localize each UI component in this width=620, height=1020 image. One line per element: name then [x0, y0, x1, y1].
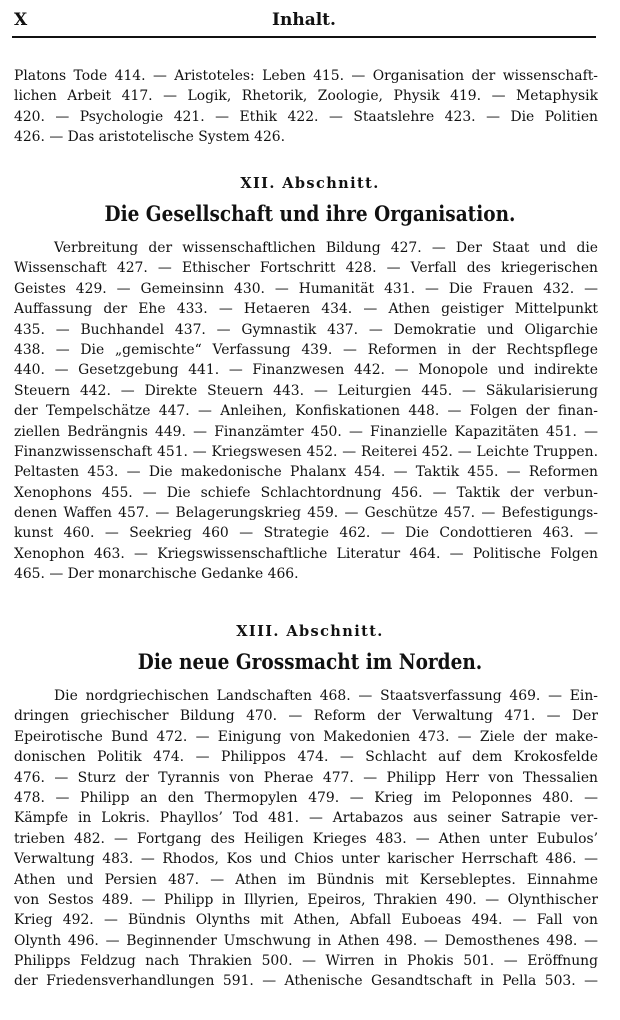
text-line: Platons Tode 414. — Aristoteles: Leben 415. — Organisation der wissenschaft- [14, 68, 598, 84]
text-line: Philipps Feldzug nach Thrakien 500. — Wirren in Phokis 501. — Eröffnung [14, 953, 598, 970]
section-13-title: Die neue Grossmacht im Norden. [137, 649, 483, 674]
text-line: kunst 460. — Seekrieg 460 — Strategie 462. — Die Condottieren 463. — [14, 525, 598, 542]
text-line: Athen und Persien 487. — Athen im Bündnis mit Kersebleptes. Einnahme [14, 871, 598, 888]
section-12-title: Die Gesellschaft und ihre Organisation. [104, 201, 516, 226]
text-line: Xenophons 455. — Die schiefe Schlachtordnung 456. — Taktik der verbun- [14, 484, 598, 501]
text-line: denen Waffen 457. — Belagerungskrieg 459. — Geschütze 457. — Befestigungs- [14, 505, 598, 522]
text-line: Epeirotische Bund 472. — Einigung von Makedonien 473. — Ziele der make- [14, 728, 598, 745]
text-line: donischen Politik 474. — Philippos 474. — Schlacht auf dem Krokosfelde [14, 749, 598, 766]
text-line: Finanzwissenschaft 451. — Kriegswesen 452. — Reiterei 452. — Leichte Truppen. [14, 443, 598, 460]
text-line: lichen Arbeit 417. — Logik, Rhetorik, Zoologie, Physik 419. — Metaphysik [14, 88, 598, 105]
text-line: 440. — Gesetzgebung 441. — Finanzwesen 442. — Monopole und indirekte [14, 362, 598, 379]
text-line: Verwaltung 483. — Rhodos, Kos und Chios unter karischer Herrschaft 486. — [14, 851, 598, 868]
text-line: Wissenschaft 427. — Ethischer Fortschritt 428. — Verfall des kriegerischen [14, 260, 598, 277]
text-line: 435. — Buchhandel 437. — Gymnastik 437. — Demokratie und Oligarchie [14, 321, 598, 338]
text-line: Verbreitung der wissenschaftlichen Bildung 427. — Der Staat und die [54, 240, 598, 256]
text-line: der Friedensverhandlungen 591. — Athenische Gesandtschaft in Pella 503. — [14, 973, 598, 990]
intro-paragraph [14, 66, 598, 148]
text-line: Peltasten 453. — Die makedonische Phalanx 454. — Taktik 455. — Reformen [14, 464, 598, 481]
section-13-body [14, 686, 598, 992]
text-line: Kämpfe in Lokris. Phayllos’ Tod 481. — Artabazos aus seiner Satrapie ver- [14, 810, 598, 827]
text-line: 478. — Philipp an den Thermopylen 479. — Krieg im Peloponnes 480. — [14, 789, 598, 806]
text-line: 476. — Sturz der Tyrannis von Pherae 477. — Philipp Herr von Thessalien [14, 769, 598, 786]
text-line: Krieg 492. — Bündnis Olynths mit Athen, Abfall Euboeas 494. — Fall von [14, 912, 598, 929]
text-line: von Sestos 489. — Philipp in Illyrien, Epeiros, Thrakien 490. — Olynthischer [14, 891, 598, 908]
text-line: Geistes 429. — Gemeinsinn 430. — Humanität 431. — Die Frauen 432. — [14, 280, 598, 297]
text-line: Die nordgriechischen Landschaften 468. — Staatsverfassung 469. — Ein- [54, 688, 598, 704]
text-line: Steuern 442. — Direkte Steuern 443. — Leiturgien 445. — Säkularisierung [14, 382, 598, 399]
text-line: Auffassung der Ehe 433. — Hetaeren 434. — Athen geistiger Mittelpunkt [14, 301, 598, 318]
page-header [12, 8, 596, 38]
text-line: 426. — Das aristotelische System 426. [14, 129, 286, 146]
text-line: 465. — Der monarchische Gedanke 466. [14, 566, 299, 583]
section-12-label: XII. Abschnitt. [240, 175, 380, 192]
section-13-label: XIII. Abschnitt. [236, 623, 384, 640]
text-line: Olynth 496. — Beginnender Umschwung in Athen 498. — Demosthenes 498. — [14, 932, 598, 949]
text-line: dringen griechischer Bildung 470. — Reform der Verwaltung 471. — Der [14, 708, 598, 725]
text-line: Xenophon 463. — Kriegswissenschaftliche Literatur 464. — Politische Folgen [14, 545, 598, 562]
page-number: X [14, 10, 28, 30]
text-line: der Tempelschätze 447. — Anleihen, Konfiskationen 448. — Folgen der finan- [14, 403, 598, 420]
section-12-body [14, 238, 598, 585]
text-line: 420. — Psychologie 421. — Ethik 422. — Staatslehre 423. — Die Politien [14, 108, 598, 125]
running-title: Inhalt. [272, 10, 336, 30]
text-line: ziellen Bedrängnis 449. — Finanzämter 450. — Finanzielle Kapazitäten 451. — [14, 423, 598, 440]
text-line: trieben 482. — Fortgang des Heiligen Krieges 483. — Athen unter Eubulos’ [14, 830, 598, 847]
text-line: 438. — Die „gemischte“ Verfassung 439. — Reformen in der Rechtspflege [14, 341, 598, 358]
